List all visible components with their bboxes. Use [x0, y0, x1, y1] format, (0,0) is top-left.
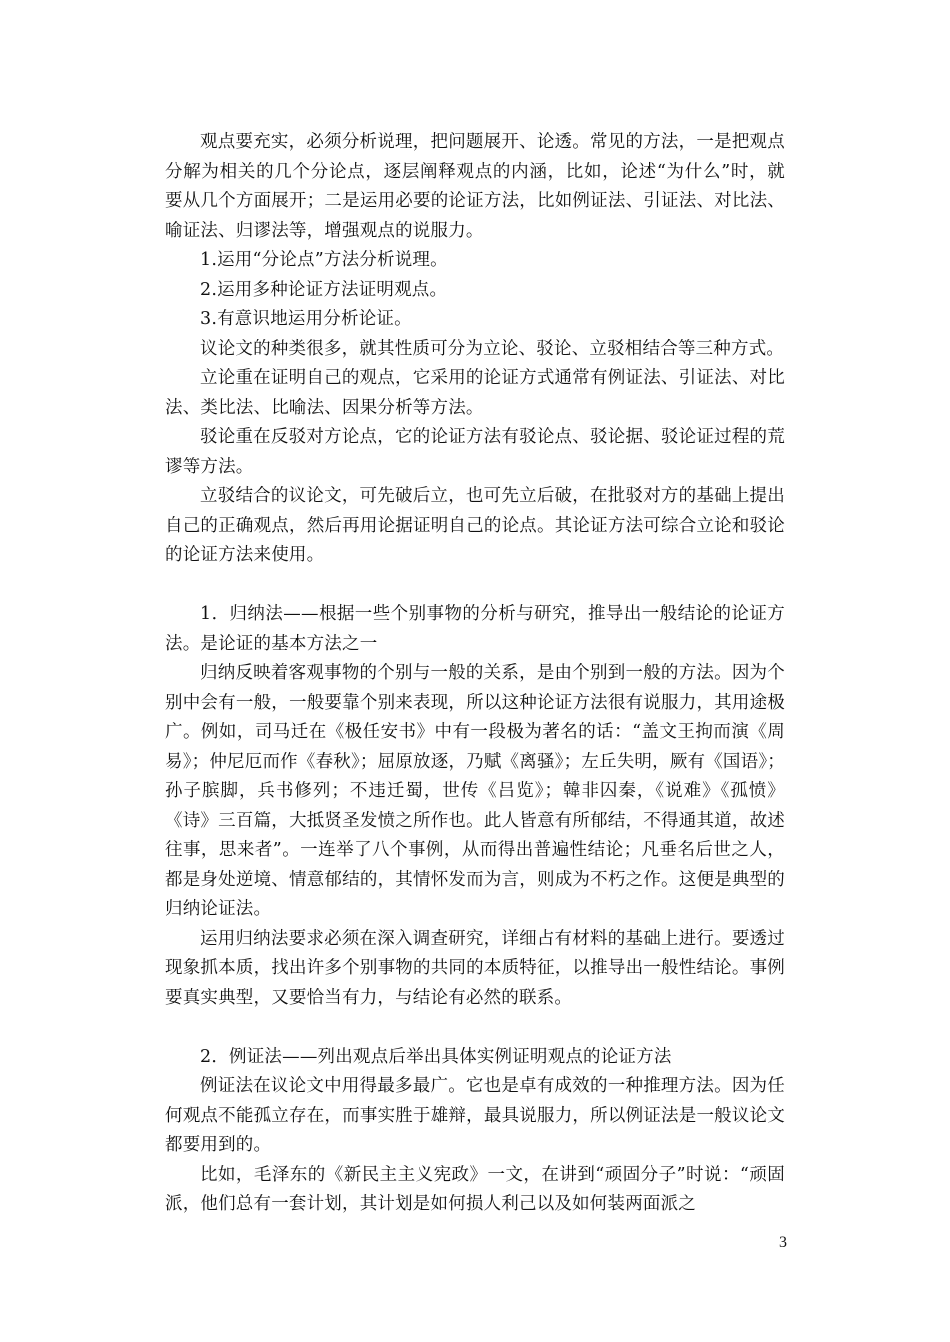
paragraph-libo: 立驳结合的议论文，可先破后立，也可先立后破，在批驳对方的基础上提出自己的正确观点，然后再用论据证明自己的论点。其论证方法可综合立论和驳论的论证方法来使用。 [165, 486, 785, 565]
blank-line [165, 571, 785, 601]
document-body [165, 128, 785, 1220]
paragraph-induction-example: 归纳反映着客观事物的个别与一般的关系，是由个别到一般的方法。因为个别中会有一般，一般要靠个别来表现，所以这种论证方法很有说服力，其用途极广。例如，司马迁在《极任安书》中有一段极为著名的话：“盖文王拘而演《周易》；仲尼厄而作《春秋》；屈原放逐，乃赋《离骚》；左丘失明，厥有《国语》；孙子膑脚，兵书修列；不违迁蜀，世传《吕览》；韓非囚秦，《说难》《孤愤》《诗》三百篇，大抵贤圣发愤之所作也。此人皆意有所郁结，不得通其道，故述往事，思来者”。一连举了八个事例，从而得出普遍性结论；凡垂名后世之人，都是身处逆境、情意郁结的，其情怀发而为言，则成为不朽之作。这便是典型的归纳论证法。 [165, 663, 785, 919]
heading-induction: 1．归纳法——根据一些个别事物的分析与研究，推导出一般结论的论证方法。是论证的基本方法之一 [165, 604, 785, 654]
blank-line [165, 1013, 785, 1043]
paragraph-mao-example: 比如，毛泽东的《新民主主义宪政》一文，在讲到“顽固分子”时说：“顽固派，他们总有一套计划，其计划是如何损人利己以及如何装两面派之 [165, 1164, 785, 1214]
page-number: 3 [779, 1234, 787, 1251]
paragraph-lilun: 立论重在证明自己的观点，它采用的论证方式通常有例证法、引证法、对比法、类比法、比喻法、因果分析等方法。 [165, 368, 785, 418]
list-item-3: 3.有意识地运用分析论证。 [200, 309, 412, 329]
paragraph-bolun: 驳论重在反驳对方论点，它的论证方法有驳论点、驳论据、驳论证过程的荒谬等方法。 [165, 427, 785, 477]
paragraph-induction-requirements: 运用归纳法要求必须在深入调查研究，详细占有材料的基础上进行。要透过现象抓本质，找出许多个别事物的共同的本质特征，以推导出一般性结论。事例要真实典型，又要恰当有力，与结论有必然的联系。 [165, 928, 785, 1008]
paragraph-intro: 观点要充实，必须分析说理，把问题展开、论透。常见的方法，一是把观点分解为相关的几个分论点，逐层阐释观点的内涵，比如，论述“为什么”时，就要从几个方面展开；二是运用必要的论证方法，比如例证法、引证法、对比法、喻证法、归谬法等，增强观点的说服力。 [165, 132, 785, 241]
paragraph-example-method: 例证法在议论文中用得最多最广。它也是卓有成效的一种推理方法。因为任何观点不能孤立存在，而事实胜于雄辩，最具说服力，所以例证法是一般议论文都要用到的。 [165, 1076, 785, 1155]
list-item-2: 2.运用多种论证方法证明观点。 [200, 279, 448, 300]
list-item-1: 1.运用“分论点”方法分析说理。 [200, 250, 448, 270]
paragraph-types: 议论文的种类很多，就其性质可分为立论、驳论、立驳相结合等三种方式。 [200, 338, 785, 359]
heading-example-method: 2．例证法——列出观点后举出具体实例证明观点的论证方法 [200, 1046, 672, 1067]
